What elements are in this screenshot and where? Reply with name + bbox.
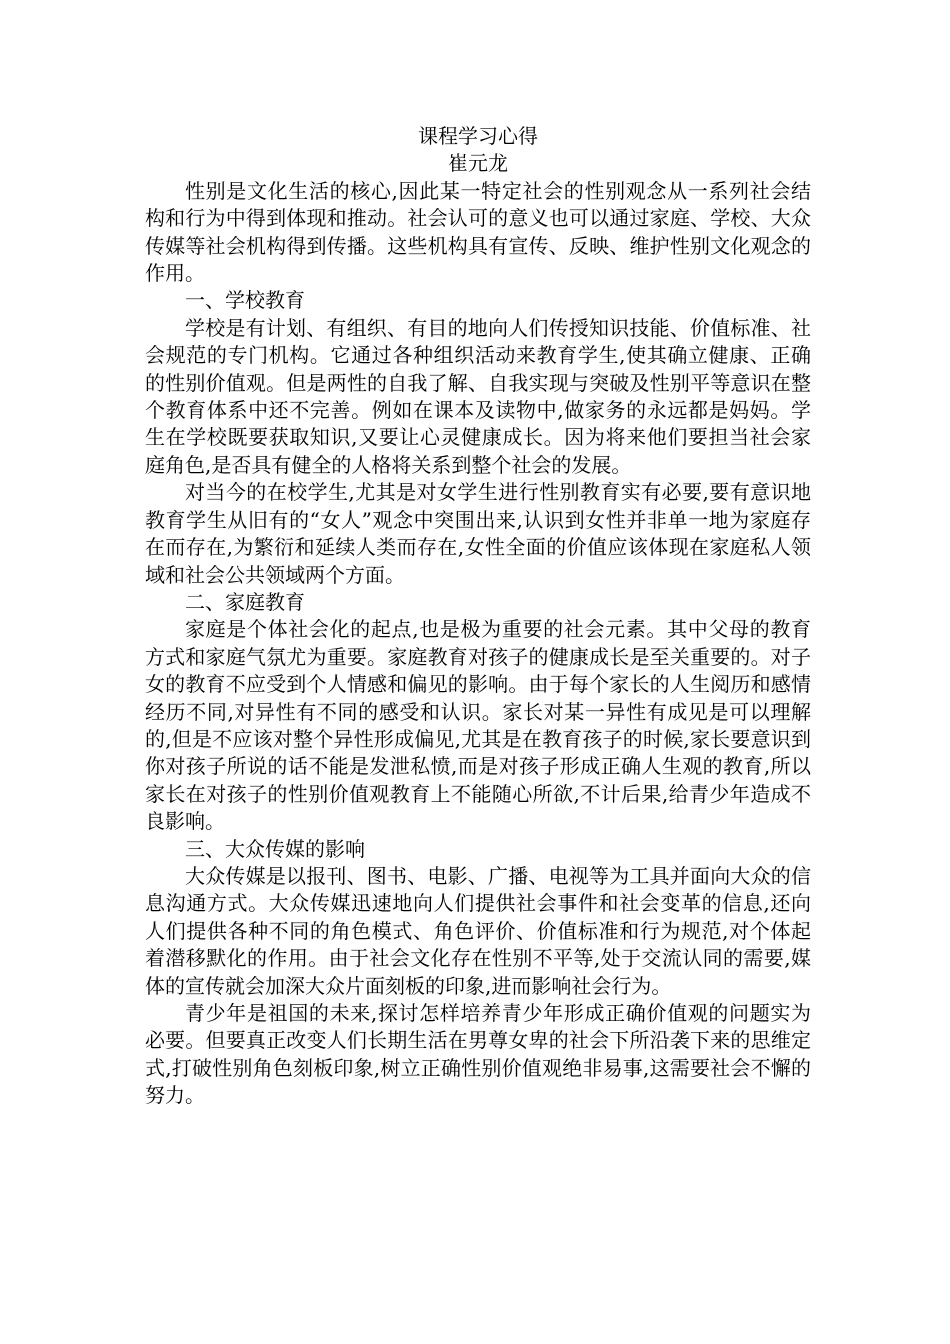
section-heading-school: 一、学校教育: [185, 288, 305, 313]
intro-paragraph: 性别是文化生活的核心,因此某一特定社会的性别观念从一系列社会结构和行为中得到体现和推动。社会认可的意义也可以通过家庭、学校、大众传媒等社会机构得到传播。这些机构具有宣传、反映、维护性别文化观念的作用。: [145, 178, 811, 286]
school-paragraph-2: 对当今的在校学生,尤其是对女学生进行性别教育实有必要,要有意识地教育学生从旧有的“女人”观念中突围出来,认识到女性并非单一地为家庭存在而存在,为繁衍和延续人类而存在,女性全面的价值应该体现在家庭私人领域和社会公共领域两个方面。: [145, 480, 811, 587]
document-page: [145, 123, 811, 1110]
school-paragraph-1: 学校是有计划、有组织、有目的地向人们传授知识技能、价值标准、社会规范的专门机构。它通过各种组织活动来教育学生,使其确立健康、正确的性别价值观。但是两性的自我了解、自我实现与突破及性别平等意识在整个教育体系中还不完善。例如在课本及读物中,做家务的永远都是妈妈。学生在学校既要获取知识,又要让心灵健康成长。因为将来他们要担当社会家庭角色,是否具有健全的人格将关系到整个社会的发展。: [145, 315, 811, 477]
family-paragraph-1: 家庭是个体社会化的起点,也是极为重要的社会元素。其中父母的教育方式和家庭气氛尤为重要。家庭教育对孩子的健康成长是至关重要的。对子女的教育不应受到个人情感和偏见的影响。由于每个家长的人生阅历和感情经历不同,对异性有不同的感受和认识。家长对某一异性有成见是可以理解的,但是不应该对整个异性形成偏见,尤其是在教育孩子的时候,家长要意识到你对孩子所说的话不能是发泄私愤,而是对孩子形成正确人生观的教育,所以家长在对孩子的性别价值观教育上不能随心所欲,不计后果,给青少年造成不良影响。: [145, 617, 811, 834]
media-paragraph-2: 青少年是祖国的未来,探讨怎样培养青少年形成正确价值观的问题实为必要。但要真正改变人们长期生活在男尊女卑的社会下所沿袭下来的思维定式,打破性别角色刻板印象,树立正确性别价值观绝非易事,这需要社会不懈的努力。: [145, 1001, 811, 1108]
document-title: 课程学习心得: [418, 124, 538, 148]
section-heading-family: 二、家庭教育: [185, 589, 305, 614]
section-heading-media: 三、大众传媒的影响: [185, 836, 365, 861]
document-author: 崔元龙: [448, 151, 508, 176]
media-paragraph-1: 大众传媒是以报刊、图书、电影、广播、电视等为工具并面向大众的信息沟通方式。大众传媒迅速地向人们提供社会事件和社会变革的信息,还向人们提供各种不同的角色模式、角色评价、价值标准和行为规范,对个体起着潜移默化的作用。由于社会文化存在性别不平等,处于交流认同的需要,媒体的宣传就会加深大众片面刻板的印象,进而影响社会行为。: [145, 863, 811, 998]
